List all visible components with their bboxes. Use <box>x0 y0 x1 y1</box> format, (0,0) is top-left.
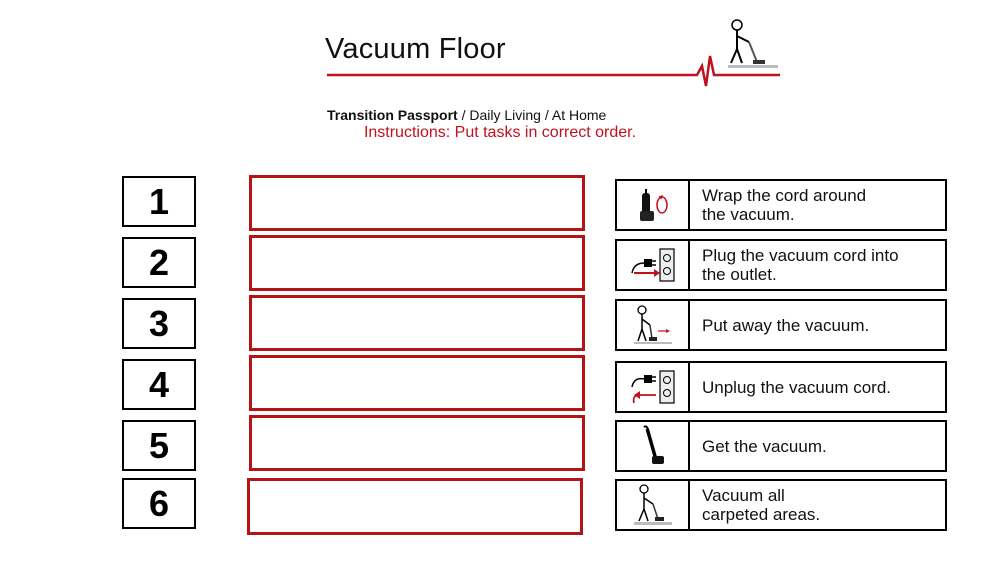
drop-target-2[interactable] <box>249 235 585 291</box>
drop-target-6[interactable] <box>247 478 583 535</box>
task-label: Put away the vacuum. <box>702 315 870 335</box>
breadcrumb-rest: / Daily Living / At Home <box>457 107 607 123</box>
task-card-unplug[interactable] <box>615 361 947 413</box>
wrap-cord-icon <box>617 181 690 229</box>
put-away-icon <box>617 301 690 349</box>
task-card-vacuuming[interactable] <box>615 479 947 531</box>
vacuum-person-icon <box>720 16 780 71</box>
number-box-5: 5 <box>122 420 196 471</box>
task-label: Get the vacuum. <box>702 436 827 456</box>
vacuuming-icon <box>617 481 690 529</box>
task-card-plug-in[interactable] <box>615 239 947 291</box>
header <box>325 28 785 123</box>
instructions-text: Instructions: Put tasks in correct order. <box>363 124 637 141</box>
unplug-icon <box>617 363 690 411</box>
plug-in-icon <box>617 241 690 289</box>
number-box-2: 2 <box>122 237 196 288</box>
drop-target-1[interactable] <box>249 175 585 231</box>
get-vacuum-icon <box>617 422 690 470</box>
task-label: Unplug the vacuum cord. <box>702 377 891 397</box>
page-title: Vacuum Floor <box>325 33 506 65</box>
task-label: Plug the vacuum cord into the outlet. <box>702 246 899 284</box>
task-label: Wrap the cord around the vacuum. <box>702 186 867 224</box>
breadcrumb <box>327 107 606 123</box>
task-card-put-away[interactable] <box>615 299 947 351</box>
number-box-3: 3 <box>122 298 196 349</box>
task-label: Vacuum all carpeted areas. <box>702 486 821 524</box>
number-box-4: 4 <box>122 359 196 410</box>
drop-target-5[interactable] <box>249 415 585 471</box>
number-box-6: 6 <box>122 478 196 529</box>
drop-target-3[interactable] <box>249 295 585 351</box>
drop-target-4[interactable] <box>249 355 585 411</box>
breadcrumb-bold: Transition Passport <box>327 107 458 123</box>
task-card-wrap-cord[interactable] <box>615 179 947 231</box>
task-card-get-vacuum[interactable] <box>615 420 947 472</box>
number-box-1: 1 <box>122 176 196 227</box>
